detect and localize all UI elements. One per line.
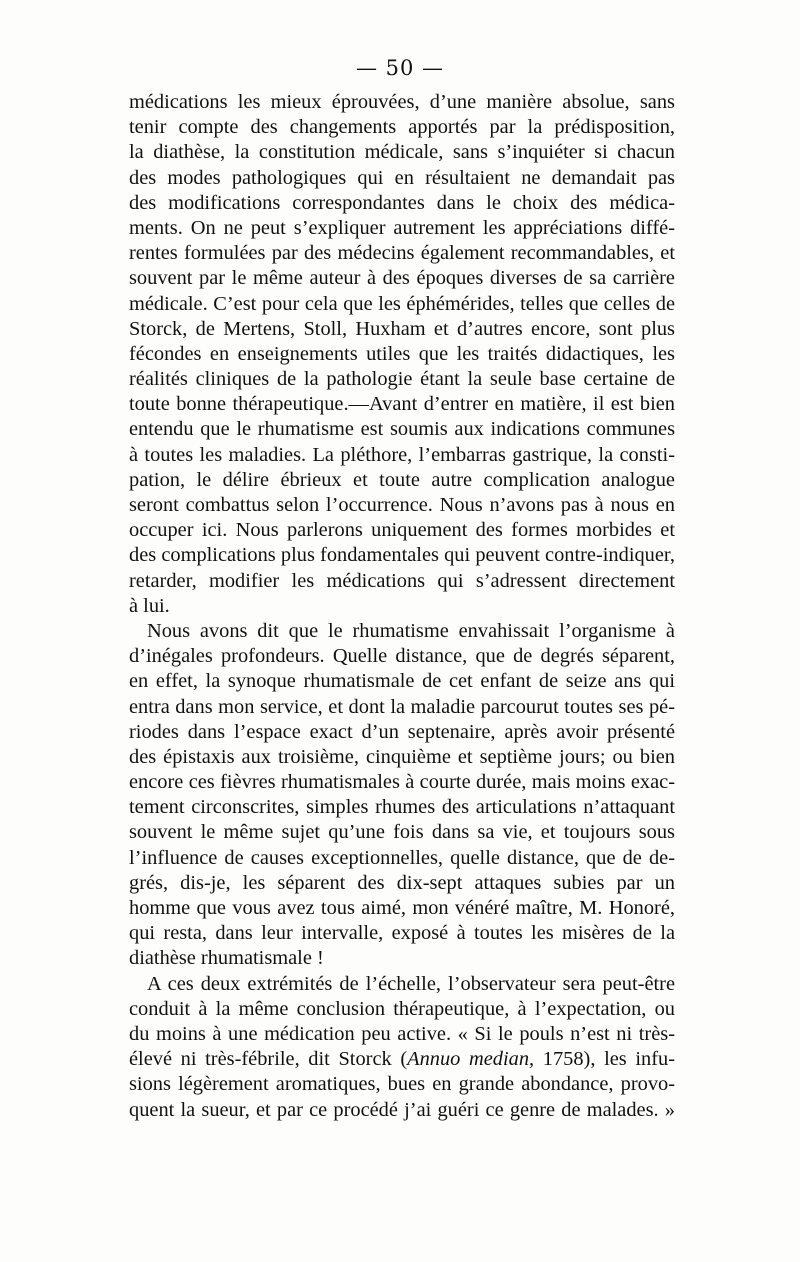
- text-line: retarder, modifier les médications qui s’adressent directement: [129, 569, 675, 592]
- text-line: d’inégales profondeurs. Quelle distance, que de degrés séparent,: [129, 645, 675, 668]
- text-line: seront combattus selon l’occurrence. Nous n’avons pas à nous en: [129, 494, 675, 516]
- text-line: souvent par le même auteur à des époques diverses de sa carrière: [129, 267, 675, 290]
- text-line: quent la sueur, et par ce procédé j’ai guéri ce genre de malades. »: [129, 1098, 675, 1121]
- text-line: tenir compte des changements apportés par la prédisposition,: [129, 116, 675, 139]
- text-line: toute bonne thérapeutique.—Avant d’entrer en matière, il est bien: [129, 393, 675, 416]
- text-line: ments. On ne peut s’expliquer autrement les appréciations diffé-: [129, 216, 675, 239]
- text-line: des épistaxis aux troisième, cinquième et septième jours; ou bien: [129, 745, 675, 768]
- text-line: souvent le même sujet qu’une fois dans sa vie, et toujours sous: [129, 821, 675, 844]
- text-line: occuper ici. Nous parlerons uniquement des formes morbides et: [129, 519, 675, 542]
- text-line: des complications plus fondamentales qui peuvent contre-indiquer,: [129, 544, 675, 567]
- text-line: sions légèrement aromatiques, bues en grande abondance, provo-: [129, 1073, 675, 1096]
- text-line: rentes formulées par des médecins également recommandables, et: [129, 242, 675, 265]
- text-line: fécondes en enseignements utiles que les traités didactiques, les: [129, 342, 675, 365]
- text-line: entendu que le rhumatisme est soumis aux indications communes: [129, 418, 675, 441]
- text-line-with-citation: [129, 1047, 675, 1072]
- text-line: homme que vous avez tous aimé, mon vénéré maître, M. Honoré,: [129, 897, 675, 919]
- text-line: réalités cliniques de la pathologie étant la seule base certaine de: [129, 368, 675, 391]
- paragraph-start-line: Nous avons dit que le rhumatisme envahissait l’organisme à: [147, 619, 675, 642]
- paragraph-start-line: A ces deux extrémités de l’échelle, l’observateur sera peut-être: [147, 972, 675, 995]
- text-line: médications les mieux éprouvées, d’une manière absolue, sans: [129, 91, 675, 113]
- paragraph-end-line: diathèse rhumatismale !: [129, 947, 324, 970]
- text-line: Storck, de Mertens, Stoll, Huxham et d’autres encore, sont plus: [129, 317, 675, 340]
- text-line: la diathèse, la constitution médicale, sans s’inquiéter si chacun: [129, 141, 675, 164]
- citation-title: Annuo median,: [407, 1048, 535, 1071]
- text-line: en effet, la synoque rhumatismale de cet enfant de seize ans qui: [129, 670, 675, 693]
- text-line: entra dans mon service, et dont la maladie parcourut toutes ses pé-: [129, 695, 675, 718]
- citation-suffix: 1758), les infu-: [534, 1048, 675, 1071]
- text-line: du moins à une médication peu active. « Si le pouls n’est ni très-: [129, 1022, 675, 1045]
- text-line: grés, dis-je, les séparent des dix-sept attaques subies par un: [129, 871, 675, 894]
- text-line: des modifications correspondantes dans le choix des médica-: [129, 191, 675, 214]
- body-text: [129, 90, 675, 1123]
- text-line: conduit à la même conclusion thérapeutique, à l’expectation, ou: [129, 997, 675, 1020]
- text-line: encore ces fièvres rhumatismales à courte durée, mais moins exac-: [129, 771, 675, 794]
- text-line: riodes dans l’espace exact d’un septenaire, après avoir présenté: [129, 720, 675, 743]
- citation-prefix: élevé ni très-fébrile, dit Storck (: [129, 1048, 408, 1071]
- text-line: tement circonscrites, simples rhumes des articulations n’attaquant: [129, 796, 675, 819]
- text-line: pation, le délire ébrieux et toute autre complication analogue: [129, 468, 675, 491]
- text-line: à toutes les maladies. La pléthore, l’embarras gastrique, la consti-: [129, 443, 675, 466]
- paragraph-end-line: à lui.: [129, 594, 170, 617]
- text-line: des modes pathologiques qui en résultaient ne demandait pas: [129, 166, 675, 189]
- page-number: — 50 —: [355, 56, 445, 80]
- text-line: l’influence de causes exceptionnelles, quelle distance, que de de-: [129, 846, 675, 869]
- text-line: qui resta, dans leur intervalle, exposé à toutes les misères de la: [129, 922, 675, 945]
- text-line: médicale. C’est pour cela que les éphémérides, telles que celles de: [129, 292, 675, 315]
